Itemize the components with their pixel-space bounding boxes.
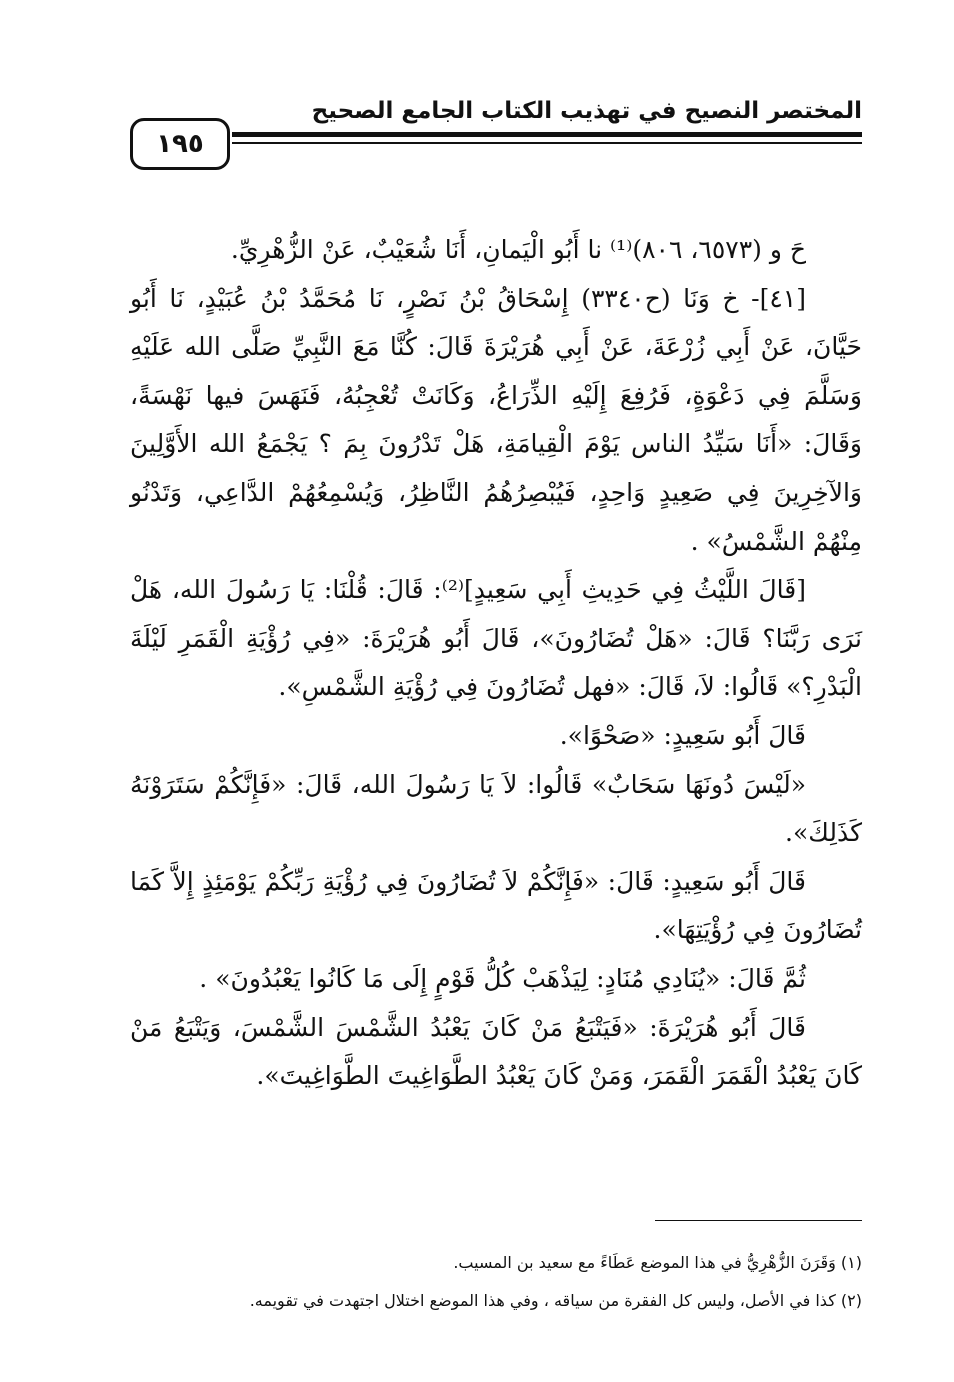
- page-number: ١٩٥: [156, 129, 204, 159]
- header-rule-thin: [232, 142, 862, 144]
- paragraph-8: قَالَ أَبُو هُرَيْرَةَ: «فَيَتْبَعُ مَنْ كَانَ يَعْبُدُ الشَّمْسَ الشَّمْسَ، وَيَتْبَعُ مَنْ كَانَ يَعْبُدُ الْقَمَرَ الْقَمَرَ، وَمَنْ كَانَ يَعْبُدُ الطَّوَاغِيتَ الطَّوَاغِيتَ».: [130, 1012, 862, 1091]
- paragraph-4: قَالَ أَبُو سَعِيدٍ: «صَحْوًا».: [559, 720, 806, 750]
- paragraph-3: [قَالَ اللَّيْثُ فِي حَدِيثِ أَبِي سَعِيدٍ]⁽²⁾: قَالَ: قُلْنَا: يَا رَسُولَ الله، هَلْ نَرَى رَبَّنَا؟ قَالَ: «هَلْ تُضَارُونَ»، قَالَ أَبُو هُرَيْرَةَ: «فِي رُؤْيَةِ الْقَمَرِ لَيْلَةَ الْبَدْرِ؟» قَالُوا: لاَ، قَالَ: «فهل تُضَارُونَ فِي رُؤْيَةِ الشَّمْسِ».: [130, 575, 862, 702]
- paragraph-1: حَ و (٦٥٧٣، ٨٠٦)⁽¹⁾ نا أَبُو الْيَمانِ، أَنَا شُعَيْبٌ، عَنْ الزُّهْرِيِّ.: [230, 235, 806, 264]
- footnotes: [130, 1244, 862, 1320]
- footnote-2: (٢) كذا في الأصل، وليس كل الفقرة من سياقه ، وفي هذا الموضع اختلال اجتهدت في تقويمه.: [249, 1291, 862, 1310]
- main-text: [130, 226, 862, 1101]
- paragraph-6: قَالَ أَبُو سَعِيدٍ: قَالَ: «فَإِنَّكُمْ لاَ تُضَارُونَ فِي رُؤْيَةِ رَبِّكُمْ يَوْمَئِذٍ إِلاَّ كَمَا تُضَارُونَ فِي رُؤْيَتِهَا».: [130, 866, 862, 945]
- page-number-box: [130, 118, 230, 170]
- header-rule-thick: [232, 132, 862, 137]
- running-title: المختصر النصيح في تهذيب الكتاب الجامع الصحيح: [311, 98, 862, 124]
- paragraph-7: ثُمَّ قَالَ: «يُنَادِي مُنَادٍ: لِيَذْهَبْ كُلُّ قَوْمٍ إِلَى مَا كَانُوا يَعْبُدُونَ» .: [199, 963, 806, 993]
- footnote-separator: [655, 1220, 862, 1221]
- footnote-1: (١) وَقَرَنَ الزُّهْرِيُّ في هذا الموضع عَطَاءً مع سعيد بن المسيب.: [453, 1253, 862, 1272]
- paragraph-2: [٤١]- خ وَنَا (ح٣٣٤٠) إِسْحَاقُ بْنُ نَصْرٍ، نَا مُحَمَّدُ بْنُ عُبَيْدٍ، نَا أَبُو حَيَّانَ، عَنْ أَبِي زُرْعَةَ، عَنْ أَبِي هُرَيْرَةَ قَالَ: كُنَّا مَعَ النَّبِيِّ صَلَّى الله عَلَيْهِ وَسَلَّمَ فِي دَعْوَةٍ، فَرُفِعَ إِلَيْهِ الذِّرَاعُ، وَكَانَتْ تُعْجِبُهُ، فَنَهَسَ فيها نَهْسَةً، وَقَالَ: «أَنَا سَيِّدُ الناس يَوْمَ الْقِيامَةِ، هَلْ تَدْرُونَ بِمَ ؟ يَجْمَعُ الله الأَوَّلِينَ وَالآخِرِينَ فِي صَعِيدٍ وَاحِدٍ، فَيُبْصِرُهُمُ النَّاظِرُ، وَيُسْمِعُهُمْ الدَّاعِي، وَتَدْنُو مِنْهُمْ الشَّمْسُ» .: [130, 283, 862, 556]
- paragraph-5: «لَيْسَ دُونَهَا سَحَابٌ» قَالُوا: لاَ يَا رَسُولَ الله، قَالَ: «فَإِنَّكُمْ سَتَرَوْنَهُ كَذَلِكَ».: [130, 769, 862, 848]
